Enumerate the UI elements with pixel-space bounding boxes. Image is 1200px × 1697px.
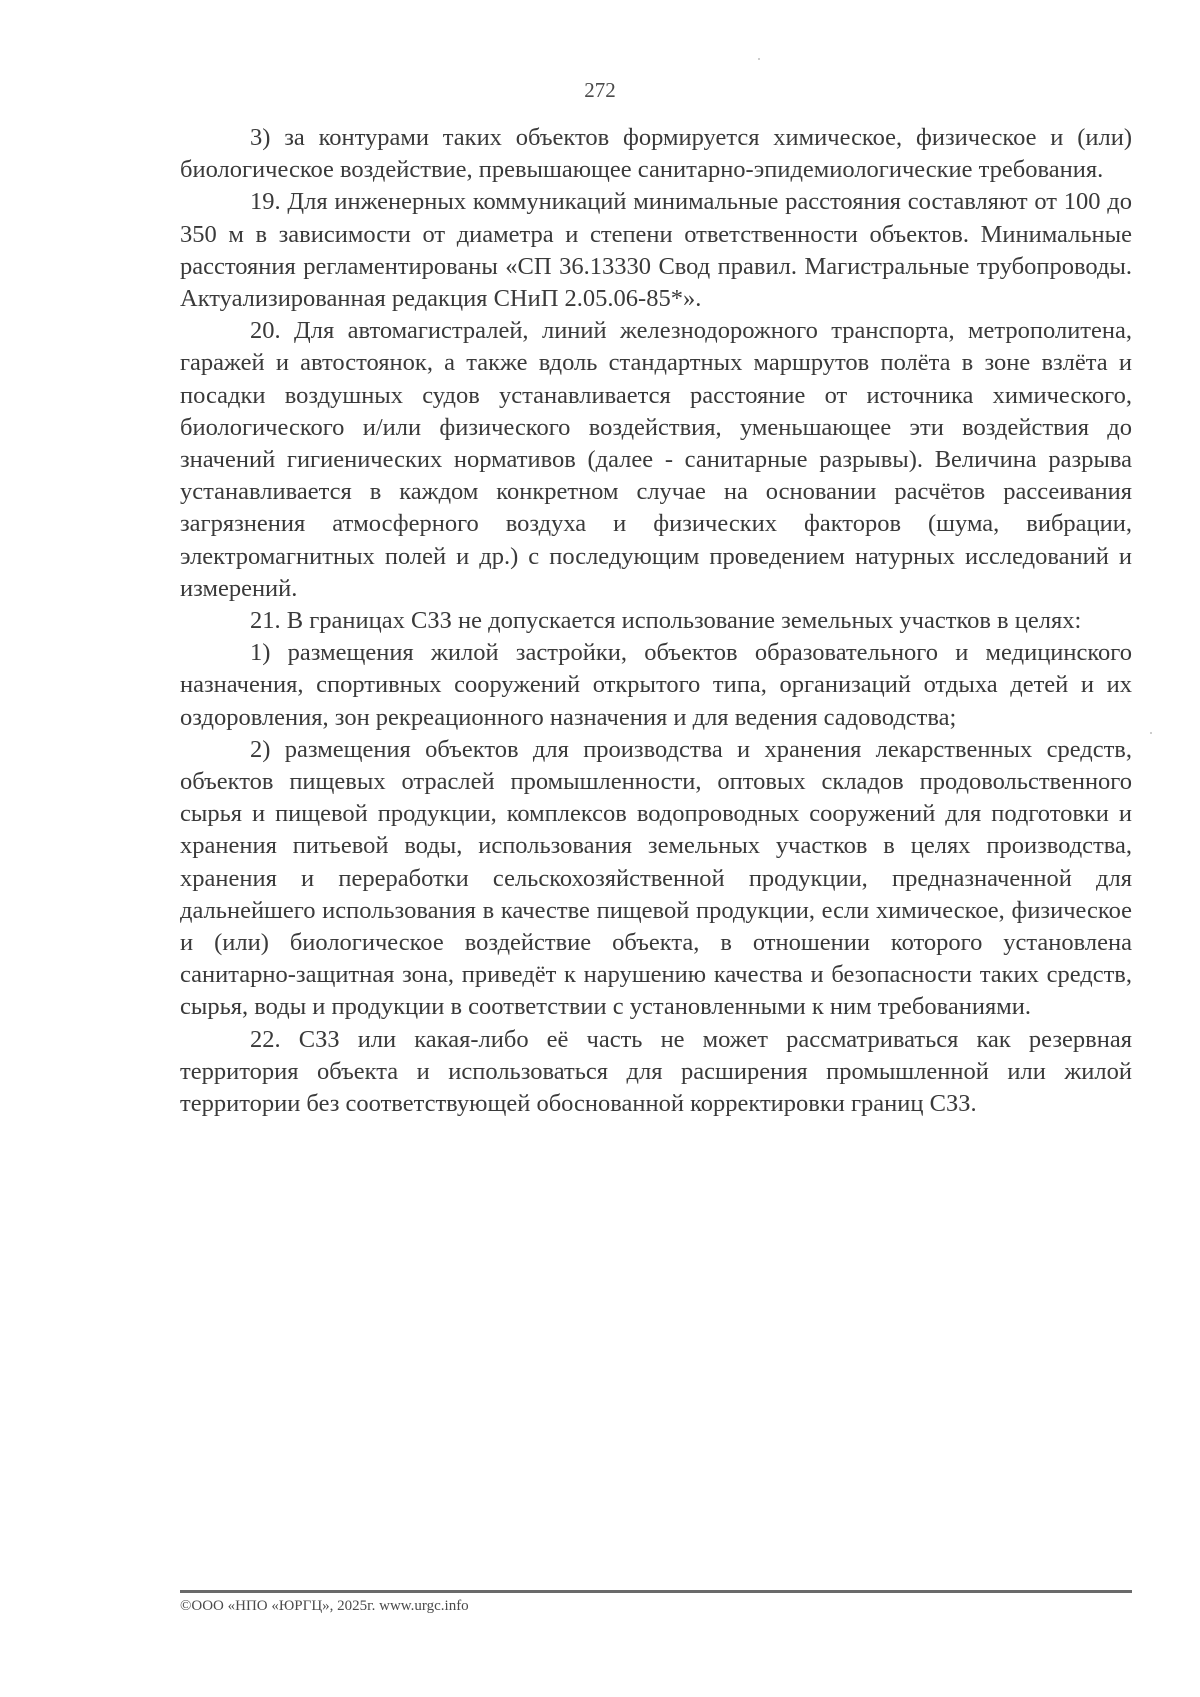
footer-copyright: ©ООО «НПО «ЮРГЦ», 2025г. www.urgc.info [180,1598,469,1614]
page-number: 272 [584,78,616,102]
paragraph-19: 19. Для инженерных коммуникаций минимальные расстояния составляют от 100 до 350 м в зависимости от диаметра и степени ответственности объектов. Минимальные расстояния регламентированы «СП 36.13330 Свод правил. Магистральные трубопроводы. Актуализированная редакция СНиП 2.05.06-85*». [180,188,1132,313]
paragraph-21: 21. В границах СЗЗ не допускается использование земельных участков в целях: [250,607,1082,635]
paragraph-21-item-2: 2) размещения объектов для производства и хранения лекарственных средств, объектов пищевых отраслей промышленности, оптовых складов продовольственного сырья и пищевой продукции, комплексов водопроводных сооружений для подготовки и хранения питьевой воды, использования земельных участков в целях производства, хранения и переработки сельскохозяйственной продукции, предназначенной для дальнейшего использования в качестве пищевой продукции, если химическое, физическое и (или) биологическое воздействие объекта, в отношении которого установлена санитарно-защитная зона, приведёт к нарушению качества и безопасности таких средств, сырья, воды и продукции в соответствии с установленными к ним требованиями. [180,735,1132,1021]
paragraph-22: 22. СЗЗ или какая-либо её часть не может рассматриваться как резервная территория объекта и использоваться для расширения промышленной или жилой территории без соответствующей обоснованной корректировки границ СЗЗ. [180,1025,1132,1118]
paragraph-item-3: 3) за контурами таких объектов формируется химическое, физическое и (или) биологическое воздействие, превышающее санитарно-эпидемиологические требования. [180,124,1132,184]
paragraph-21-item-1: 1) размещения жилой застройки, объектов образовательного и медицинского назначения, спортивных сооружений открытого типа, организаций отдыха детей и их оздоровления, зон рекреационного назначения и для ведения садоводства; [180,639,1132,731]
paragraph-20: 20. Для автомагистралей, линий железнодорожного транспорта, метрополитена, гаражей и автостоянок, а также вдоль стандартных маршрутов полёта в зоне взлёта и посадки воздушных судов устанавливается расстояние от источника химического, биологического и/или физического воздействия, уменьшающее эти воздействия до значений гигиенических нормативов (далее - санитарные разрывы). Величина разрыва устанавливается в каждом конкретном случае на основании расчётов рассеивания загрязнения атмосферного воздуха и физических факторов (шума, вибрации, электромагнитных полей и др.) с последующим проведением натурных исследований и измерений. [180,317,1132,602]
footer-divider [180,1590,1132,1593]
scan-speck [758,58,760,60]
scan-speck [1150,732,1152,734]
document-body [180,122,1132,1120]
